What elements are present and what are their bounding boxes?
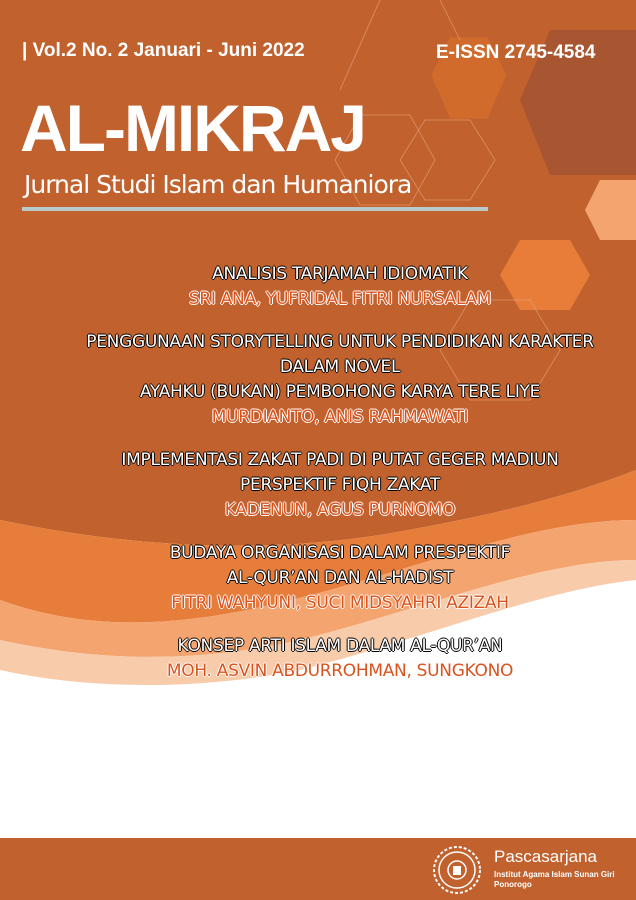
- article-item: [0, 541, 636, 616]
- article-item: [0, 448, 636, 523]
- journal-title: AL-MIKRAJ: [20, 91, 365, 165]
- article-title: ANALISIS TARJAMAH IDIOMATIK: [212, 264, 468, 284]
- article-title: AL-QUR’AN DAN AL-HADIST: [226, 568, 454, 588]
- article-authors: FITRI WAHYUNI, SUCI MIDSYAHRI AZIZAH: [171, 593, 509, 613]
- university-seal-icon: [430, 845, 484, 895]
- article-title: IMPLEMENTASI ZAKAT PADI DI PUTAT GEGER MADIUN: [121, 450, 559, 470]
- divider: [22, 207, 488, 211]
- article-authors: MOH. ASVIN ABDURROHMAN, SUNGKONO: [166, 661, 514, 681]
- article-title: PENGGUNAAN STORYTELLING UNTUK PENDIDIKAN KARAKTER: [86, 332, 594, 352]
- institution-name: [494, 870, 615, 890]
- article-title: PERSPEKTIF FIQH ZAKAT: [240, 475, 440, 495]
- article-title: KONSEP ARTI ISLAM DALAM AL-QUR’AN: [177, 636, 503, 656]
- article-title: DALAM NOVEL: [279, 357, 401, 377]
- article-authors: SRI ANA, YUFRIDAL FITRI NURSALAM: [188, 289, 492, 309]
- article-list: [0, 262, 636, 702]
- article-authors: MURDIANTO, ANIS RAHMAWATI: [211, 407, 469, 427]
- article-title: BUDAYA ORGANISASI DALAM PRESPEKTIF: [169, 543, 511, 563]
- institution-line: Institut Agama Islam Sunan Giri: [494, 870, 615, 879]
- article-authors: KADENUN, AGUS PURNOMO: [224, 500, 456, 520]
- issn: E-ISSN 2745-4584: [436, 42, 596, 63]
- article-title: AYAHKU (BUKAN) PEMBOHONG KARYA TERE LIYE: [139, 382, 541, 402]
- article-item: [0, 330, 636, 430]
- journal-subtitle: Jurnal Studi Islam dan Humaniora: [24, 170, 412, 199]
- article-item: [0, 634, 636, 684]
- article-item: [0, 262, 636, 312]
- program-name: Pascasarjana: [494, 847, 598, 866]
- volume-info: | Vol.2 No. 2 Januari - Juni 2022: [22, 40, 305, 61]
- institution-city: Ponorogo: [494, 880, 532, 889]
